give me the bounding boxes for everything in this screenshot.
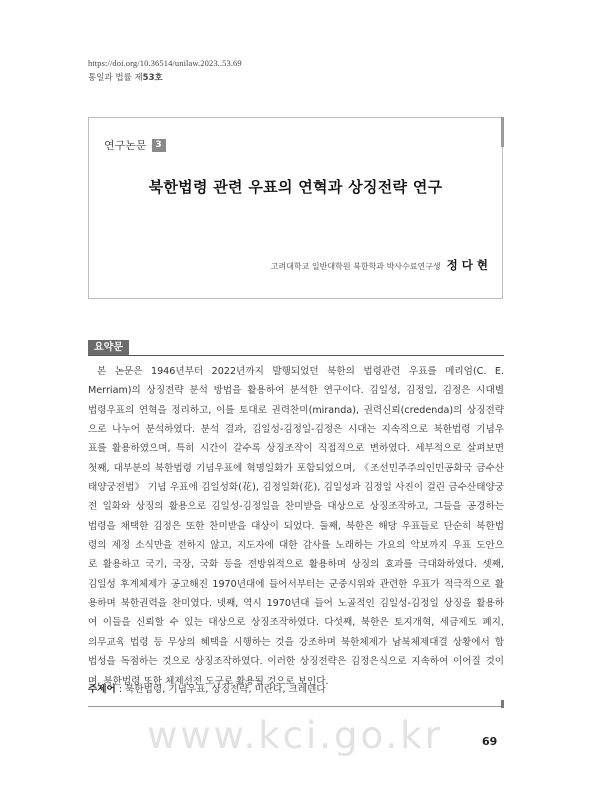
journal-issue bbox=[88, 71, 163, 83]
abstract-line: 태양궁전법》 기념 우표에 김일성화(花), 김정일화(花), 김일성과 김정일 사진이 걸린 금수산태양궁 bbox=[88, 482, 504, 494]
bottom-rule bbox=[88, 706, 504, 707]
abstract-line: 용하며 북한권력을 찬미였다. 넷째, 역시 1970년대 들어 노골적인 김일성-김정일 상징을 활용하 bbox=[88, 598, 504, 610]
abstract-rule bbox=[88, 355, 504, 356]
keywords-text: : 북한법령, 기념우표, 상징전략, 미란다, 크레덴다 bbox=[115, 684, 326, 695]
abstract-line: 령의 제정 소식만을 전하지 않고, 지도자에 대한 감사를 노래하는 가요의 악보까지 우표 도안으 bbox=[88, 540, 504, 552]
article-category bbox=[104, 137, 166, 153]
abstract-line: 첫째, 대부분의 북한법령 기념우표에 혁명일화가 포함되었으며, 《조선민주주의인민공화국 금수산 bbox=[88, 462, 504, 474]
abstract-line: 법령을 채택한 김정은 또한 찬미받을 대상이 되었다. 둘째, 북한은 해당 우표들로 단순히 북한법 bbox=[88, 520, 504, 532]
keywords bbox=[88, 681, 326, 695]
abstract-line: 전 일화와 상징의 활용으로 김일성-김정일을 찬미받을 대상으로 상징조작하고, 그들을 공경하는 bbox=[88, 501, 504, 513]
page-number: 69 bbox=[482, 735, 498, 748]
journal-prefix: 통일과 법률 제 bbox=[88, 73, 143, 83]
doi-link[interactable]: https://doi.org/10.36514/unilaw.2023..53.69 bbox=[88, 58, 242, 68]
abstract-line: 며, 북한법령 또한 체제선전 도구로 활용될 것으로 보인다. bbox=[88, 675, 329, 687]
bottom-rule-accent bbox=[501, 700, 504, 708]
abstract-line: 여 이들을 신뢰할 수 있는 대상으로 상징조작하였다. 다섯째, 북한은 토지개혁, 세금제도 폐지, bbox=[88, 617, 504, 629]
category-number-badge: 3 bbox=[152, 139, 166, 152]
abstract-line: 표를 활용하였으며, 특히 시간이 갈수록 상징조작이 직접적으로 변하였다. 세부적으로 살펴보면 bbox=[88, 443, 504, 455]
abstract-line: 법성을 독점하는 것으로 상징조작하였다. 이러한 상징전략은 김정은식으로 지속하여 이어질 것이 bbox=[88, 656, 504, 668]
abstract-line: 로 활용하고 국기, 국장, 국화 등을 전방위적으로 활용하며 상징의 효과를 극대화하였다. 셋째, bbox=[88, 559, 504, 571]
abstract-line: 의무교육 법령 등 무상의 혜택을 시행하는 것을 강조하며 북한체제가 남북체제대결 상황에서 합 bbox=[88, 636, 504, 648]
watermark: www.kci.go.kr bbox=[147, 714, 443, 757]
abstract-body bbox=[88, 362, 504, 691]
keywords-label: 주제어 bbox=[88, 684, 116, 695]
journal-issue-number: 53호 bbox=[142, 73, 163, 83]
abstract-line: 김일성 후계체제가 공고해진 1970년대에 들어서부터는 군중시위와 관련한 우표가 적극적으로 활 bbox=[88, 578, 504, 590]
author-name: 정다현 bbox=[446, 258, 492, 272]
abstract-line: 으로 나누어 분석하였다. 분석 결과, 김일성-김정일-김정은 시대는 지속적으로 북한법령 기념우 bbox=[88, 424, 504, 436]
article-title: 북한법령 관련 우표의 연혁과 상징전략 연구 bbox=[148, 178, 443, 196]
category-label: 연구논문 bbox=[104, 139, 147, 152]
abstract-line: Merriam)의 상징전략 분석 방법을 활용하여 분석한 연구이다. 김일성, 김정일, 김정은 시대별 bbox=[88, 385, 504, 397]
abstract-line: 법령우표의 연혁을 정리하고, 이를 토대로 권력찬미(miranda), 권력신뢰(credenda)의 상징전략 bbox=[88, 404, 504, 416]
abstract-line: 본 논문은 1946년부터 2022년까지 발행되었던 북한의 법령관련 우표를 메리엄(C. E. bbox=[97, 366, 504, 377]
author-line bbox=[271, 257, 492, 273]
abstract-heading: 요약문 bbox=[88, 340, 129, 356]
author-affiliation: 고려대학교 일반대학원 북한학과 박사수료연구생 bbox=[270, 262, 441, 271]
title-box-accent bbox=[501, 117, 504, 147]
